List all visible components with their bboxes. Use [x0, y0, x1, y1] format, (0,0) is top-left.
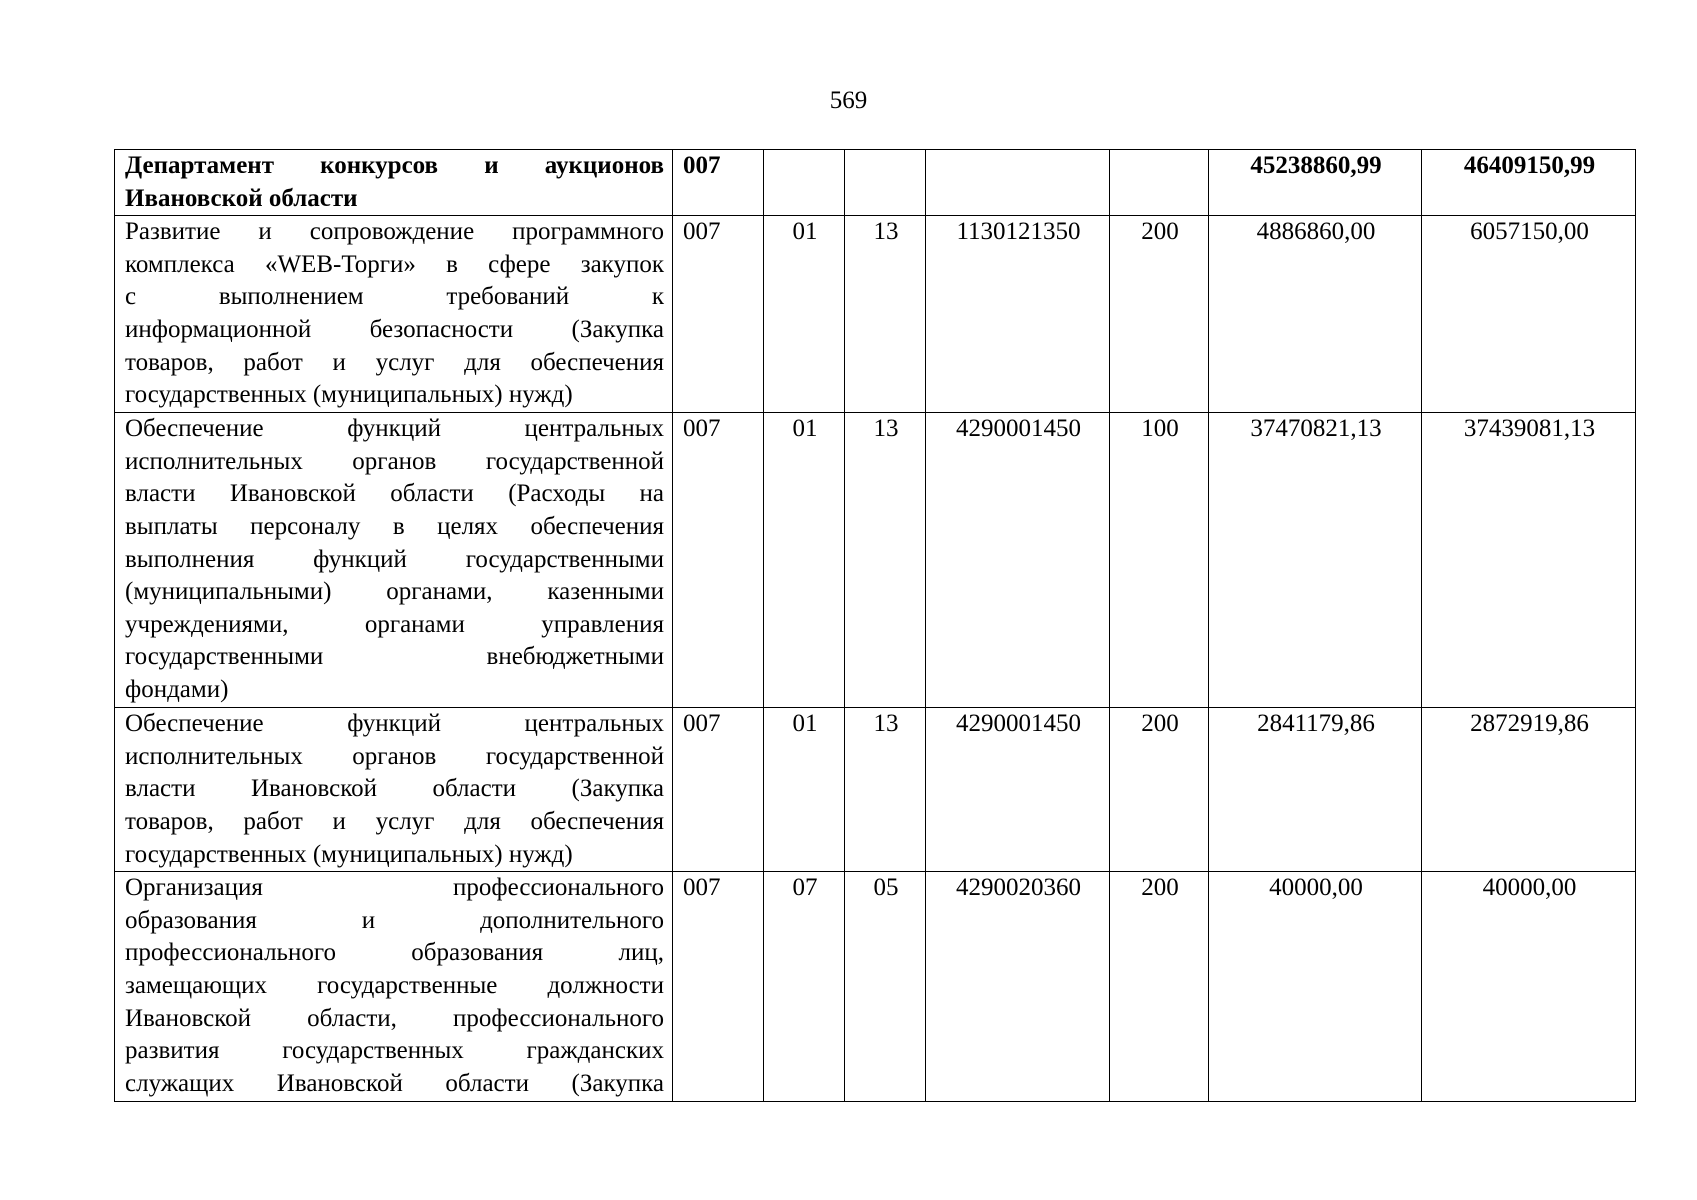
cell-csr: 1130121350 — [926, 216, 1110, 413]
desc-line: Обеспечение функций центральных — [125, 710, 664, 738]
desc-line: государственных (муниципальных) нужд) — [125, 381, 573, 409]
page-number: 569 — [829, 87, 868, 114]
row-description — [115, 708, 673, 872]
desc-line: развития государственных гражданских — [125, 1037, 664, 1065]
row-description — [115, 413, 673, 708]
cell-sum-year2: 6057150,00 — [1422, 216, 1636, 413]
cell-vr — [1110, 150, 1209, 216]
row-description — [115, 216, 673, 413]
cell-sum-year2: 46409150,99 — [1422, 150, 1636, 216]
desc-line: Ивановской области, профессионального — [125, 1004, 664, 1032]
table-row — [115, 413, 1636, 708]
desc-line: исполнительных органов государственной — [125, 447, 664, 475]
cell-grbs: 007 — [673, 872, 764, 1102]
cell-rz: 01 — [764, 216, 845, 413]
cell-pr: 13 — [845, 413, 926, 708]
table-row — [115, 708, 1636, 872]
cell-vr: 200 — [1110, 872, 1209, 1102]
cell-sum-year1: 37470821,13 — [1209, 413, 1422, 708]
table-row — [115, 216, 1636, 413]
desc-line: замещающих государственные должности — [125, 971, 664, 999]
table-body — [115, 150, 1636, 1102]
desc-line: учреждениями, органами управления — [125, 610, 664, 638]
table-row — [115, 872, 1636, 1102]
desc-line: служащих Ивановской области (Закупка — [125, 1069, 664, 1097]
desc-line: выполнения функций государственными — [125, 545, 664, 573]
desc-line: комплекса «WEB-Торги» в сфере закупок — [125, 250, 664, 278]
desc-line: власти Ивановской области (Расходы на — [125, 480, 664, 508]
cell-grbs: 007 — [673, 413, 764, 708]
desc-line: товаров, работ и услуг для обеспечения — [125, 348, 664, 376]
cell-grbs: 007 — [673, 708, 764, 872]
desc-line: власти Ивановской области (Закупка — [125, 775, 664, 803]
cell-pr: 13 — [845, 708, 926, 872]
cell-csr — [926, 150, 1110, 216]
desc-line: с выполнением требований к — [125, 283, 664, 311]
cell-csr: 4290001450 — [926, 413, 1110, 708]
desc-line: фондами) — [125, 675, 229, 703]
cell-rz — [764, 150, 845, 216]
cell-sum-year2: 40000,00 — [1422, 872, 1636, 1102]
desc-line: исполнительных органов государственной — [125, 742, 664, 770]
desc-line: Обеспечение функций центральных — [125, 415, 664, 443]
desc-line: государственных (муниципальных) нужд) — [125, 840, 573, 868]
desc-line: образования и дополнительного — [125, 906, 664, 934]
cell-sum-year2: 2872919,86 — [1422, 708, 1636, 872]
cell-vr: 200 — [1110, 708, 1209, 872]
desc-line: информационной безопасности (Закупка — [125, 315, 664, 343]
cell-pr: 05 — [845, 872, 926, 1102]
cell-grbs: 007 — [673, 150, 764, 216]
desc-line: товаров, работ и услуг для обеспечения — [125, 807, 664, 835]
cell-csr: 4290001450 — [926, 708, 1110, 872]
cell-grbs: 007 — [673, 216, 764, 413]
desc-line: профессионального образования лиц, — [125, 939, 664, 967]
desc-line: Ивановской области — [125, 184, 358, 212]
desc-line: (муниципальными) органами, казенными — [125, 578, 664, 606]
desc-line: Департамент конкурсов и аукционов — [125, 152, 664, 179]
table-row-department — [115, 150, 1636, 216]
cell-sum-year1: 45238860,99 — [1209, 150, 1422, 216]
cell-rz: 01 — [764, 413, 845, 708]
budget-table — [114, 149, 1636, 1102]
cell-rz: 01 — [764, 708, 845, 872]
cell-vr: 100 — [1110, 413, 1209, 708]
cell-csr: 4290020360 — [926, 872, 1110, 1102]
desc-line: Организация профессионального — [125, 874, 664, 902]
cell-rz: 07 — [764, 872, 845, 1102]
desc-line: Развитие и сопровождение программного — [125, 218, 664, 246]
cell-sum-year1: 4886860,00 — [1209, 216, 1422, 413]
row-description — [115, 872, 673, 1102]
cell-sum-year2: 37439081,13 — [1422, 413, 1636, 708]
cell-pr: 13 — [845, 216, 926, 413]
desc-line: государственными внебюджетными — [125, 643, 664, 671]
cell-sum-year1: 2841179,86 — [1209, 708, 1422, 872]
desc-line: выплаты персоналу в целях обеспечения — [125, 512, 664, 540]
cell-sum-year1: 40000,00 — [1209, 872, 1422, 1102]
row-description — [115, 150, 673, 216]
cell-vr: 200 — [1110, 216, 1209, 413]
cell-pr — [845, 150, 926, 216]
